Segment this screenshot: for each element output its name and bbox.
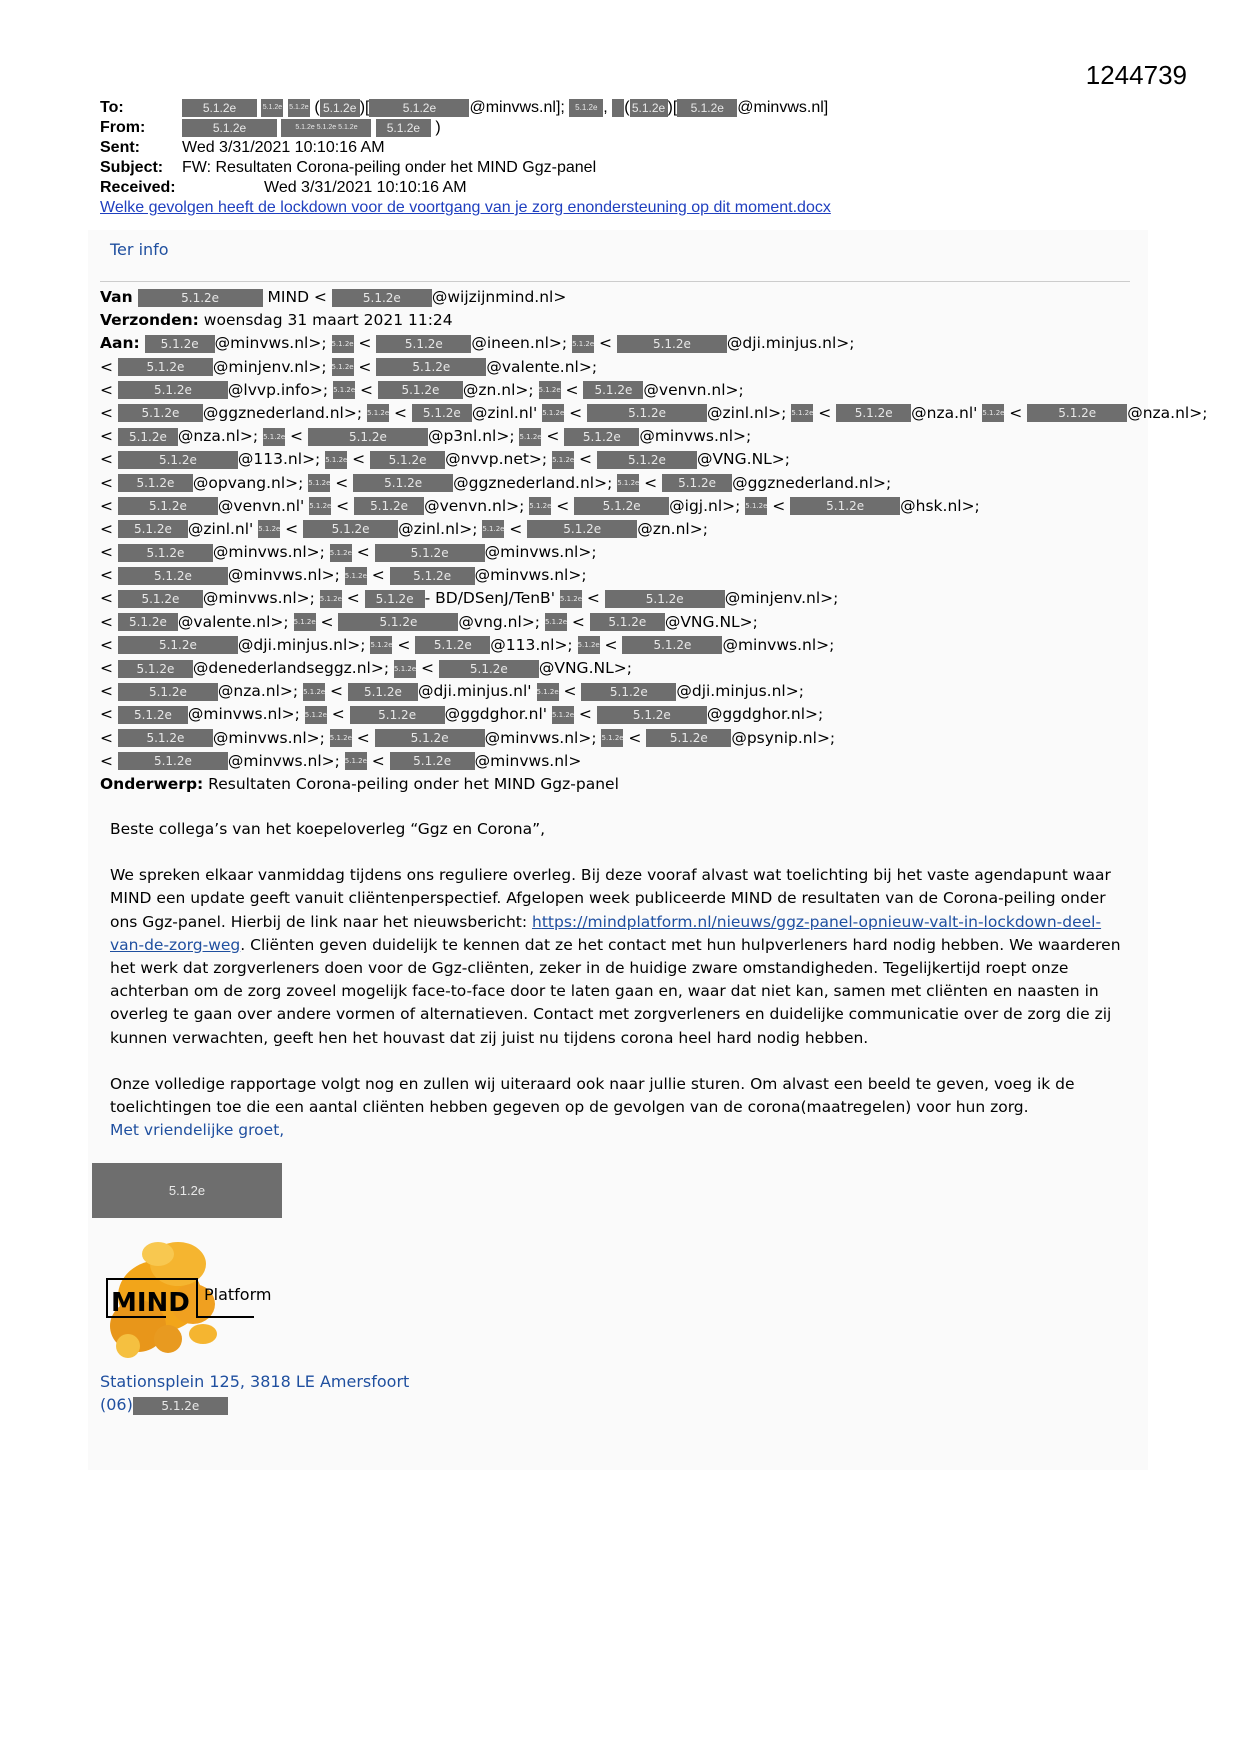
subject-row	[100, 158, 1150, 178]
redaction: 5.1.2e	[539, 381, 561, 399]
redaction: 5.1.2e	[590, 613, 665, 631]
redaction: 5.1.2e	[330, 544, 352, 562]
redaction: 5.1.2e	[118, 613, 178, 631]
redaction: 5.1.2e	[375, 729, 485, 747]
signature-contact	[100, 1370, 409, 1416]
recipient-domain: @minvws.nl>;	[227, 566, 340, 585]
redaction: 5.1.2e	[369, 99, 469, 117]
onderwerp-line	[100, 773, 1130, 796]
recipient-domain: @zinl.nl>;	[707, 403, 787, 422]
redaction: 5.1.2e	[345, 752, 367, 770]
redaction: 5.1.2e	[332, 289, 432, 307]
to-row	[100, 98, 1150, 118]
logo-platform-text: Platform	[204, 1285, 272, 1304]
aan-line: < 5.1.2e @minvws.nl>; 5.1.2e < 5.1.2e @ggdghor.nl' 5.1.2e < 5.1.2e @ggdghor.nl>;	[100, 705, 824, 724]
recipient-domain: @zinl.nl'	[187, 519, 254, 538]
redaction: 5.1.2e	[574, 497, 669, 515]
aan-line: < 5.1.2e @dji.minjus.nl>; 5.1.2e < 5.1.2e @113.nl>; 5.1.2e < 5.1.2e @minvws.nl>;	[100, 635, 835, 654]
redaction: 5.1.2e	[745, 497, 767, 515]
aan-label: Aan:	[100, 334, 140, 353]
redaction: 5.1.2e	[320, 99, 360, 117]
signature-name-redaction: 5.1.2e	[92, 1163, 282, 1218]
recipient-domain: @zinl.nl>;	[398, 519, 478, 538]
redaction: 5.1.2e	[308, 474, 330, 492]
aan-line: < 5.1.2e @nza.nl>; 5.1.2e < 5.1.2e @dji.minjus.nl' 5.1.2e < 5.1.2e @dji.minjus.nl>;	[100, 682, 804, 701]
recipient-domain: @VNG.NL>;	[664, 612, 758, 631]
redaction: 5.1.2e	[294, 613, 316, 631]
phone-line	[100, 1393, 409, 1416]
redaction: 5.1.2e	[263, 428, 285, 446]
redaction: 5.1.2e	[118, 567, 228, 585]
aan-block	[100, 332, 1208, 773]
paragraph-1-text-a: We spreken elkaar vanmiddag tijdens ons reguliere overleg. Bij deze vooraf alvast wat toelichting bij het vaste agendapunt waar MIND een update geeft vanuit cliëntenperspectief. Afgelopen week publiceerde MIND de resultaten van de Corona-peiling onder ons Ggz-panel. Hierbij de link naar het nieuwsbericht:	[110, 866, 1111, 931]
redaction: 5.1.2e	[376, 335, 471, 353]
redaction: 5.1.2e	[345, 567, 367, 585]
paragraph-1	[110, 864, 1130, 1050]
redaction: 5.1.2e	[118, 474, 193, 492]
paragraph-2: Onze volledige rapportage volgt nog en zullen wij uiteraard ook naar jullie sturen. Om alvast een beeld te geven, voeg ik de toelichtingen toe die een aantal cliënten hebben gegeven op de gevolgen van de corona(maatregelen) voor hun zorg.	[110, 1074, 1075, 1117]
redaction: 5.1.2e	[288, 99, 310, 117]
attachment-row	[100, 198, 1150, 218]
redaction: 5.1.2e	[118, 660, 193, 678]
aan-line: < 5.1.2e @opvang.nl>; 5.1.2e < 5.1.2e @ggznederland.nl>; 5.1.2e < 5.1.2e @ggznederland.nl>;	[100, 473, 892, 492]
redaction: 5.1.2e	[542, 404, 564, 422]
subject-value: FW: Resultaten Corona-peiling onder het MIND Ggz-panel	[182, 159, 597, 176]
aan-line: < 5.1.2e @nza.nl>; 5.1.2e < 5.1.2e @p3nl.nl>; 5.1.2e < 5.1.2e @minvws.nl>;	[100, 427, 752, 446]
sent-row	[100, 138, 1150, 158]
redaction: 5.1.2e	[569, 99, 603, 117]
redaction: 5.1.2e	[332, 335, 354, 353]
recipient-domain: @minvws.nl>;	[722, 635, 835, 654]
redaction: 5.1.2e	[376, 119, 431, 137]
redaction: 5.1.2e	[118, 497, 218, 515]
divider	[100, 281, 1130, 282]
redaction: 5.1.2e	[118, 520, 188, 538]
message-body	[110, 818, 1130, 1142]
redaction: 5.1.2e	[375, 544, 485, 562]
recipient-domain: @113.nl>;	[237, 450, 321, 469]
phone-prefix: (06)	[100, 1395, 133, 1414]
redaction: 5.1.2e	[597, 451, 697, 469]
redaction: 5.1.2e	[138, 289, 263, 307]
from-row	[100, 118, 1150, 138]
aan-line: < 5.1.2e @113.nl>; 5.1.2e < 5.1.2e @nvvp.net>; 5.1.2e < 5.1.2e @VNG.NL>;	[100, 450, 791, 469]
to-value: 5.1.2e 5.1.2e 5.1.2e ( 5.1.2e )[ 5.1.2e @minvws.nl]; 5.1.2e , ( 5.1.2e )[ 5.1.2e @minvws.nl]	[182, 98, 828, 118]
to-domain: @minvws.nl];	[469, 99, 565, 116]
redaction: 5.1.2e	[118, 428, 178, 446]
redaction: 5.1.2e	[332, 358, 354, 376]
redaction: 5.1.2e	[390, 752, 475, 770]
ter-info-text: Ter info	[110, 240, 169, 259]
aan-line: < 5.1.2e @denederlandseggz.nl>; 5.1.2e < 5.1.2e @VNG.NL>;	[100, 659, 632, 677]
aan-line: < 5.1.2e @lvvp.info>; 5.1.2e < 5.1.2e @zn.nl>; 5.1.2e < 5.1.2e @venvn.nl>;	[100, 380, 744, 399]
address: Stationsplein 125, 3818 LE Amersfoort	[100, 1372, 410, 1391]
aan-line: < 5.1.2e @minvws.nl>; 5.1.2e < 5.1.2e @minvws.nl>;	[100, 543, 597, 562]
redaction: 5.1.2e	[529, 497, 551, 515]
recipient-domain: @minjenv.nl>;	[724, 589, 839, 608]
recipient-domain: @denederlandseggz.nl>;	[192, 659, 390, 677]
recipient-domain: @minvws.nl>;	[227, 751, 340, 770]
aan-line: < 5.1.2e @minvws.nl>; 5.1.2e < 5.1.2e - BD/DSenJ/TenB' 5.1.2e < 5.1.2e @minjenv.nl>;	[100, 589, 839, 608]
recipient-domain: @nza.nl'	[911, 403, 978, 422]
sent-label: Sent:	[100, 139, 140, 156]
redaction: 5.1.2e	[303, 520, 398, 538]
redaction: 5.1.2e	[354, 497, 424, 515]
redaction: 5.1.2e	[601, 729, 623, 747]
received-row	[100, 178, 1150, 198]
redaction: 5.1.2e	[261, 99, 283, 117]
aan-line: < 5.1.2e @minjenv.nl>; 5.1.2e < 5.1.2e @valente.nl>;	[100, 357, 598, 376]
subject-label: Subject:	[100, 159, 164, 176]
redaction: 5.1.2e	[662, 474, 732, 492]
recipient-domain: @zn.nl>;	[462, 380, 534, 399]
recipient-domain: @113.nl>;	[490, 635, 573, 654]
recipient-domain: @ineen.nl>;	[471, 334, 568, 353]
redaction: 5.1.2e 5.1.2e 5.1.2e	[281, 119, 371, 137]
redaction: 5.1.2e	[545, 613, 567, 631]
recipient-domain: @minvws.nl>;	[639, 427, 752, 446]
recipient-domain: @hsk.nl>;	[900, 496, 980, 515]
redaction: 5.1.2e	[333, 381, 355, 399]
recipient-domain: @minvws.nl>;	[484, 728, 597, 747]
to-domain: @minvws.nl]	[737, 99, 829, 116]
to-label: To:	[100, 99, 124, 116]
onderwerp-label: Onderwerp:	[100, 774, 204, 793]
aan-line: < 5.1.2e @valente.nl>; 5.1.2e < 5.1.2e @vng.nl>; 5.1.2e < 5.1.2e @VNG.NL>;	[100, 612, 758, 631]
recipient-domain: @ggznederland.nl>;	[453, 473, 613, 492]
redaction: 5.1.2e	[118, 706, 188, 724]
redaction: 5.1.2e	[118, 729, 213, 747]
redaction: 5.1.2e	[308, 428, 428, 446]
recipient-domain: @minvws.nl>;	[202, 589, 315, 608]
redaction: 5.1.2e	[353, 474, 453, 492]
redaction: 5.1.2e	[338, 613, 458, 631]
redaction: 5.1.2e	[537, 683, 559, 701]
redaction: 5.1.2e	[791, 404, 813, 422]
redaction: 5.1.2e	[597, 706, 707, 724]
redaction: 5.1.2e	[330, 729, 352, 747]
closing: Met vriendelijke groet,	[110, 1121, 285, 1140]
redaction: 5.1.2e	[552, 451, 574, 469]
recipient-domain: @minvws.nl>;	[484, 543, 597, 562]
redaction: 5.1.2e	[118, 358, 213, 376]
recipient-domain: @nza.nl>;	[1127, 403, 1208, 422]
forwarded-header	[100, 286, 1208, 796]
from-value: 5.1.2e 5.1.2e 5.1.2e 5.1.2e 5.1.2e )	[182, 118, 441, 138]
onderwerp-value: Resultaten Corona-peiling onder het MIND Ggz-panel	[208, 774, 619, 793]
redaction: 5.1.2e	[118, 636, 238, 654]
recipient-domain: @nvvp.net>;	[445, 450, 548, 469]
recipient-domain: @zn.nl>;	[637, 519, 708, 538]
recipient-domain: @minvws.nl>;	[187, 705, 300, 724]
redaction	[612, 99, 624, 117]
recipient-domain: @venvn.nl'	[217, 496, 305, 515]
redaction: 5.1.2e	[350, 706, 445, 724]
recipient-domain: @minvws.nl>;	[212, 543, 325, 562]
paragraph-1-text-b: . Cliënten geven duidelijk te kennen dat ze het contact met hun hulpverleners hard nodig hebben. We waarderen het werk dat zorgverleners doen voor de Ggz-cliënten, zeker in de huidige zware omstandigheden. Tegelijkertijd roept onze achterban om de zorg zoveel mogelijk face-to-face door te laten gaan en, waar dat niet kan, samen met cliënten en naasten in overleg te gaan over andere vormen of alternatieven. Contact met zorgverleners en duidelijke communicatie over de zorg die zij kunnen verwachten, geeft hen het houvast dat zij juist nu tijdens corona heel hard nodig hebben.	[110, 935, 1121, 1047]
redaction: 5.1.2e	[182, 119, 277, 137]
redaction: 5.1.2e	[303, 683, 325, 701]
redaction: 5.1.2e	[348, 683, 418, 701]
recipient-domain: @ggznederland.nl>;	[732, 473, 892, 492]
recipient-domain: @venvn.nl>;	[643, 380, 744, 399]
aan-line: < 5.1.2e @minvws.nl>; 5.1.2e < 5.1.2e @minvws.nl>; 5.1.2e < 5.1.2e @psynip.nl>;	[100, 728, 836, 747]
recipient-domain: @opvang.nl>;	[192, 473, 304, 492]
email-header	[100, 98, 1150, 218]
redaction: 5.1.2e	[325, 451, 347, 469]
redaction: 5.1.2e	[118, 590, 203, 608]
redaction: 5.1.2e	[1027, 404, 1127, 422]
redaction: 5.1.2e	[552, 706, 574, 724]
greeting: Beste collega’s van het koepeloverleg “Ggz en Corona”,	[110, 820, 546, 838]
recipient-domain: @nza.nl>;	[177, 427, 259, 446]
redaction: 5.1.2e	[378, 381, 463, 399]
mind-platform-logo	[98, 1234, 298, 1364]
redaction: 5.1.2e	[519, 428, 541, 446]
redaction: 5.1.2e	[118, 381, 228, 399]
redaction: 5.1.2e	[605, 590, 725, 608]
recipient-domain: @psynip.nl>;	[731, 728, 836, 747]
redaction: 5.1.2e	[677, 99, 737, 117]
redaction: 5.1.2e	[365, 590, 425, 608]
redaction: 5.1.2e	[305, 706, 327, 724]
received-value: Wed 3/31/2021 10:10:16 AM	[264, 179, 467, 196]
van-line	[100, 286, 1130, 309]
redaction: 5.1.2e	[578, 636, 600, 654]
recipient-domain: @VNG.NL>;	[696, 450, 791, 469]
redaction: 5.1.2e	[622, 636, 722, 654]
redaction: 5.1.2e	[370, 451, 445, 469]
recipient-domain: @ggznederland.nl>;	[202, 403, 363, 422]
redaction: 5.1.2e	[790, 497, 900, 515]
recipient-domain: @nza.nl>;	[217, 682, 299, 701]
redaction: 5.1.2e	[581, 683, 676, 701]
redaction: 5.1.2e	[583, 381, 643, 399]
aan-line: < 5.1.2e @venvn.nl' 5.1.2e < 5.1.2e @venvn.nl>; 5.1.2e < 5.1.2e @igj.nl>; 5.1.2e < 5.1.2e @hsk.nl>;	[100, 496, 980, 515]
van-org: MIND <	[267, 288, 327, 306]
aan-line: < 5.1.2e @minvws.nl>; 5.1.2e < 5.1.2e @minvws.nl>;	[100, 566, 587, 585]
redaction: 5.1.2e	[527, 520, 637, 538]
recipient-domain: @minvws.nl>;	[212, 728, 325, 747]
redaction: 5.1.2e	[564, 428, 639, 446]
news-link[interactable]: https://mindplatform.nl/nieuws/ggz-panel-opnieuw-valt-in-lockdown-deel-van-de-zorg-weg	[110, 912, 1102, 954]
redaction: 5.1.2e	[118, 544, 213, 562]
aan-line: < 5.1.2e @minvws.nl>; 5.1.2e < 5.1.2e @minvws.nl>	[100, 751, 582, 770]
recipient-domain: @valente.nl>;	[486, 357, 598, 376]
logo-mind-text: MIND	[111, 1288, 190, 1318]
redaction: 5.1.2e	[118, 451, 238, 469]
redaction: 5.1.2e	[258, 520, 280, 538]
document-id: 1244739	[1085, 60, 1187, 90]
recipient-domain: @minvws.nl>;	[214, 334, 327, 353]
aan-line: < 5.1.2e @zinl.nl' 5.1.2e < 5.1.2e @zinl.nl>; 5.1.2e < 5.1.2e @zn.nl>;	[100, 519, 708, 538]
redaction: 5.1.2e	[572, 335, 594, 353]
aan-line: < 5.1.2e @ggznederland.nl>; 5.1.2e < 5.1.2e @zinl.nl' 5.1.2e < 5.1.2e @zinl.nl>; 5.1.2e < 5.1.2e @nza.nl' 5.1.2e < 5.1.2e @nza.nl>;	[100, 403, 1208, 422]
redaction: 5.1.2e	[439, 660, 539, 678]
redaction: 5.1.2e	[617, 474, 639, 492]
recipient-domain: @vng.nl>;	[458, 612, 541, 631]
sent-value: Wed 3/31/2021 10:10:16 AM	[182, 139, 385, 156]
redaction: 5.1.2e	[376, 358, 486, 376]
aan-line: Aan: 5.1.2e @minvws.nl>; 5.1.2e < 5.1.2e @ineen.nl>; 5.1.2e < 5.1.2e @dji.minjus.nl>;	[100, 334, 855, 353]
redaction: 5.1.2e	[309, 497, 331, 515]
recipient-domain: @valente.nl>;	[177, 612, 289, 631]
redaction: 5.1.2e	[982, 404, 1004, 422]
recipient-domain: @dji.minjus.nl'	[417, 682, 532, 701]
redaction: 5.1.2e	[133, 1397, 228, 1415]
redaction: 5.1.2e	[482, 520, 504, 538]
recipient-domain: @ggdghor.nl'	[444, 705, 548, 724]
verzonden-label: Verzonden:	[100, 311, 199, 330]
recipient-domain: @p3nl.nl>;	[427, 427, 515, 446]
recipient-domain: @dji.minjus.nl>;	[237, 635, 366, 654]
van-domain: @wijzijnmind.nl>	[431, 288, 567, 306]
redaction: 5.1.2e	[630, 99, 668, 117]
recipient-domain: @dji.minjus.nl>;	[676, 682, 804, 701]
from-label: From:	[100, 119, 146, 136]
recipient-domain: @lvvp.info>;	[227, 380, 329, 399]
recipient-domain: @VNG.NL>;	[538, 659, 632, 677]
recipient-domain: @minjenv.nl>;	[212, 357, 327, 376]
recipient-domain: @venvn.nl>;	[424, 496, 525, 515]
redaction: 5.1.2e	[560, 590, 582, 608]
recipient-domain: @ggdghor.nl>;	[706, 705, 824, 724]
redaction: 5.1.2e	[390, 567, 475, 585]
recipient-domain: @igj.nl>;	[669, 496, 741, 515]
redaction: 5.1.2e	[118, 404, 203, 422]
logo-splash-icon	[98, 1234, 298, 1364]
received-label: Received:	[100, 179, 176, 196]
recipient-domain: @minvws.nl>;	[474, 566, 587, 585]
redaction: 5.1.2e	[587, 404, 707, 422]
redaction: 5.1.2e	[646, 729, 731, 747]
redaction: 5.1.2e	[617, 335, 727, 353]
recipient-domain: - BD/DSenJ/TenB'	[424, 589, 555, 608]
redaction: 5.1.2e	[118, 683, 218, 701]
redaction: 5.1.2e	[836, 404, 911, 422]
redaction: 5.1.2e	[182, 99, 257, 117]
redaction: 5.1.2e	[394, 660, 416, 678]
recipient-domain: @zinl.nl'	[471, 403, 538, 422]
attachment-link[interactable]: Welke gevolgen heeft de lockdown voor de voortgang van je zorg enondersteuning op dit moment.docx	[100, 199, 831, 216]
recipient-domain: @dji.minjus.nl>;	[726, 334, 855, 353]
redaction: 5.1.2e	[412, 404, 472, 422]
redaction: 5.1.2e	[320, 590, 342, 608]
redaction: 5.1.2e	[415, 636, 490, 654]
van-label: Van	[100, 288, 133, 306]
recipient-domain: @minvws.nl>	[474, 751, 582, 770]
redaction: 5.1.2e	[370, 636, 392, 654]
redaction: 5.1.2e	[118, 752, 228, 770]
verzonden-line	[100, 309, 1130, 332]
verzonden-value: woensdag 31 maart 2021 11:24	[203, 311, 453, 330]
redaction: 5.1.2e	[367, 404, 389, 422]
redaction: 5.1.2e	[145, 335, 215, 353]
